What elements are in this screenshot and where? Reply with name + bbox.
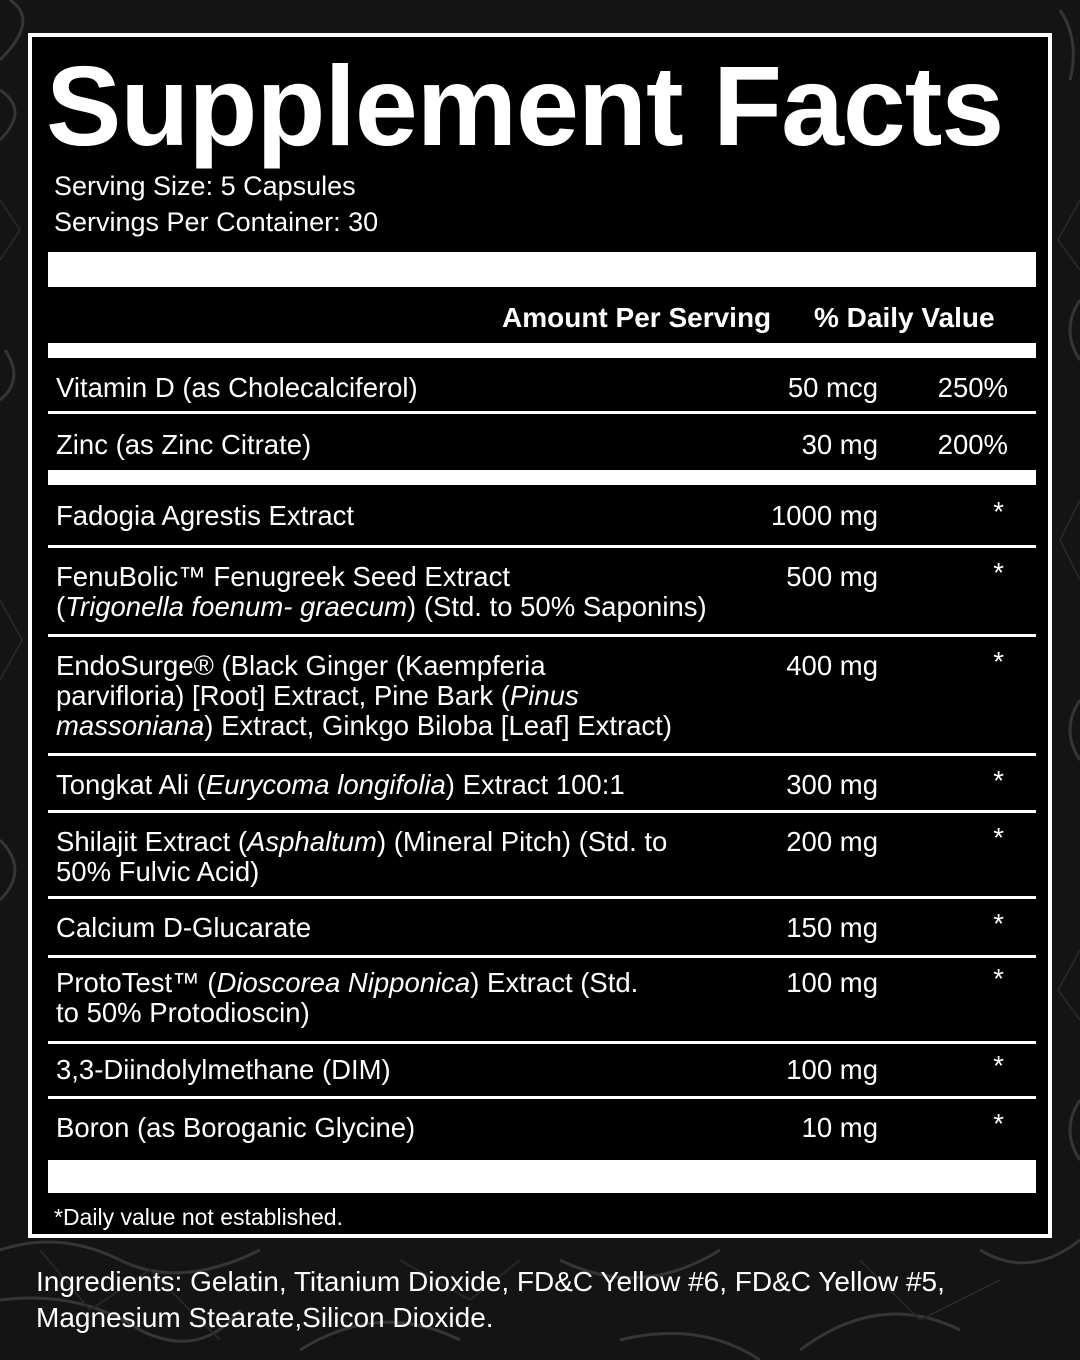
ingredient-daily-value: *: [993, 646, 1004, 677]
panel-title: Supplement Facts: [46, 43, 1004, 169]
daily-value-header: % Daily Value: [814, 302, 995, 333]
ingredient-amount: 150 mg: [786, 912, 878, 943]
ingredient-daily-value: *: [993, 1108, 1004, 1139]
ingredient-amount: 500 mg: [786, 561, 878, 592]
section-divider: [48, 470, 1036, 485]
row-divider: [48, 411, 1036, 414]
ingredient-amount: 100 mg: [786, 967, 878, 998]
ingredient-amount: 300 mg: [786, 769, 878, 800]
nutrient-daily-value: 250%: [937, 372, 1008, 403]
daily-value-footnote: *Daily value not established.: [54, 1204, 343, 1230]
ingredient-amount: 1000 mg: [770, 500, 878, 531]
ingredient-name: Boron (as Boroganic Glycine): [56, 1112, 416, 1143]
ingredient-name: Fadogia Agrestis Extract: [56, 500, 355, 531]
amount-per-serving-header: Amount Per Serving: [502, 302, 772, 333]
row-divider: [48, 753, 1036, 756]
servings-per-container: Servings Per Container: 30: [54, 207, 379, 237]
ingredient-name: 3,3-Diindolylmethane (DIM): [56, 1054, 391, 1085]
supplement-facts-panel: [28, 33, 1052, 1238]
other-ingredients: Ingredients: Gelatin, Titanium Dioxide, FD&C Yellow #6, FD&C Yellow #5, Magnesium Stearate,Silicon Dioxide.: [36, 1266, 945, 1333]
row-divider: [48, 810, 1036, 813]
row-divider: [48, 896, 1036, 899]
ingredient-daily-value: *: [993, 765, 1004, 796]
ingredient-daily-value: *: [993, 557, 1004, 588]
row-divider: [48, 545, 1036, 548]
row-divider: [48, 634, 1036, 637]
ingredient-daily-value: *: [993, 1050, 1004, 1081]
ingredient-amount: 10 mg: [801, 1112, 878, 1143]
ingredient-amount: 400 mg: [786, 650, 878, 681]
ingredient-name: Calcium D-Glucarate: [56, 912, 312, 943]
ingredient-name: ProtoTest™ (Dioscorea Nipponica) Extract (Std. to 50% Protodioscin): [56, 967, 639, 1028]
ingredient-daily-value: *: [993, 963, 1004, 994]
ingredient-daily-value: *: [993, 496, 1004, 527]
ingredient-daily-value: *: [993, 908, 1004, 939]
header-divider: [48, 343, 1036, 358]
ingredient-amount: 200 mg: [786, 826, 878, 857]
nutrient-name: Zinc (as Zinc Citrate): [56, 429, 312, 460]
bottom-divider: [48, 1160, 1036, 1193]
ingredient-amount: 100 mg: [786, 1054, 878, 1085]
ingredient-name: Tongkat Ali (Eurycoma longifolia) Extract 100:1: [56, 769, 625, 800]
ingredient-name: Shilajit Extract (Asphaltum) (Mineral Pitch) (Std. to 50% Fulvic Acid): [56, 826, 668, 887]
row-divider: [48, 1096, 1036, 1099]
row-divider: [48, 1041, 1036, 1044]
ingredient-name: EndoSurge® (Black Ginger (Kaempferia parvifloria) [Root] Extract, Pine Bark (Pinus massoniana) Extract, Ginkgo Biloba [Leaf] Extract): [56, 650, 672, 741]
nutrient-amount: 50 mcg: [787, 372, 878, 403]
thick-divider: [48, 252, 1036, 287]
ingredient-daily-value: *: [993, 822, 1004, 853]
row-divider: [48, 955, 1036, 958]
ingredient-name: FenuBolic™ Fenugreek Seed Extract (Trigonella foenum- graecum) (Std. to 50% Saponins): [56, 561, 707, 622]
nutrient-name: Vitamin D (as Cholecalciferol): [56, 372, 418, 403]
nutrient-daily-value: 200%: [937, 429, 1008, 460]
nutrient-amount: 30 mg: [801, 429, 878, 460]
serving-size: Serving Size: 5 Capsules: [54, 171, 356, 201]
